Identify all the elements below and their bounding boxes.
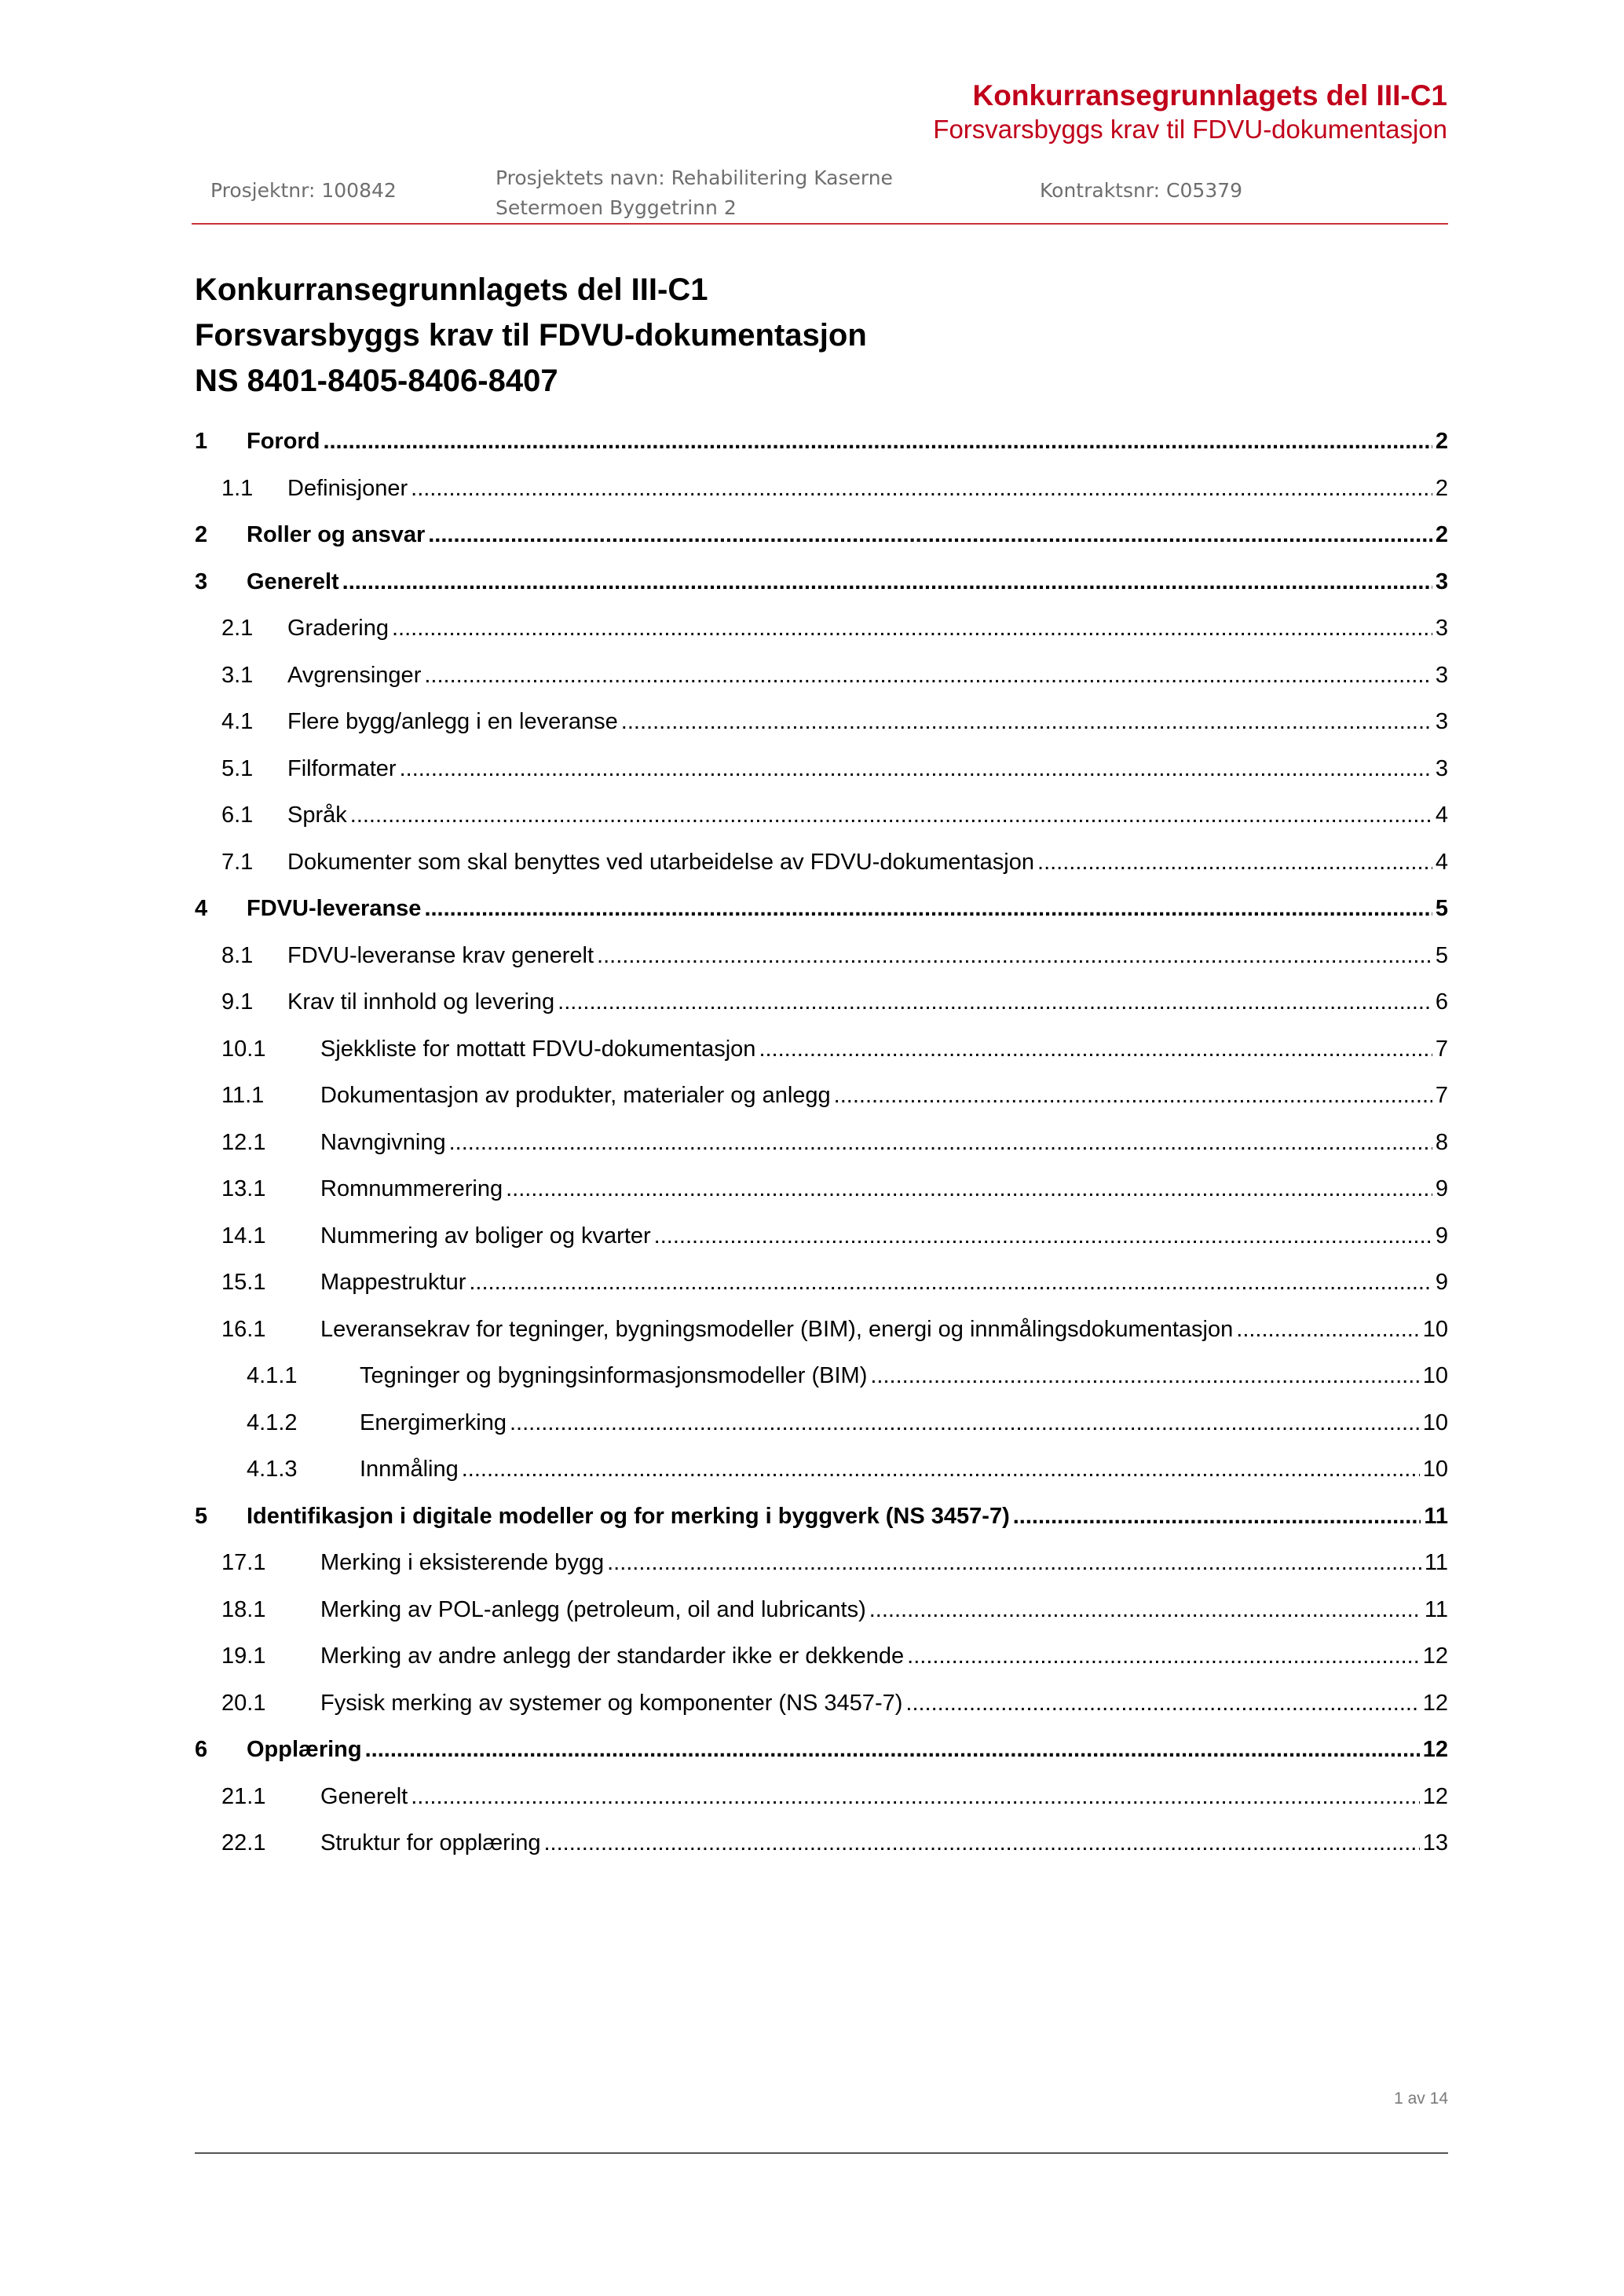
toc-entry[interactable] [195,1446,1448,1493]
header-title-line1: Konkurransegrunnlagets del III-C1 [972,79,1447,112]
toc-number: 4.1.2 [247,1409,298,1435]
toc-title: Sjekkliste for mottatt FDVU-dokumentasjon [320,1036,756,1062]
toc-leader [597,943,1432,969]
toc-number: 3 [195,569,208,594]
toc-title: Roller og ansvar [247,522,426,548]
toc-page-number: 3 [1435,755,1448,781]
toc-title: Krav til innhold og levering [287,989,555,1015]
toc-entry[interactable] [195,839,1448,887]
toc-page-number: 13 [1422,1830,1448,1856]
toc-number: 10.1 [221,1036,266,1062]
toc-entry[interactable] [195,1540,1448,1587]
toc-leader [424,663,1432,689]
contract-number: Kontraktsnr: C05379 [1040,179,1243,202]
toc-entry[interactable] [195,512,1448,559]
toc-leader [870,1363,1419,1389]
toc-page-number: 9 [1435,1270,1448,1296]
project-number: Prosjektnr: 100842 [210,179,397,202]
toc-title: Avgrensinger [287,662,422,688]
toc-leader [1037,850,1432,876]
page-number: 1 av 14 [1394,2089,1448,2108]
toc-number: 5 [195,1503,208,1529]
toc-title: Nummering av boliger og kvarter [320,1223,651,1249]
toc-leader [365,1737,1420,1763]
toc-entry[interactable] [195,1213,1448,1260]
toc-title: Flere bygg/anlegg i en leveranse [287,709,618,735]
toc-entry[interactable] [195,1774,1448,1821]
toc-entry[interactable] [195,1353,1448,1400]
toc-title: FDVU-leveranse [247,896,422,922]
toc-leader [350,803,1432,828]
toc-entry[interactable] [195,1587,1448,1634]
toc-title: Merking i eksisterende bygg [320,1550,605,1576]
toc-title: Generelt [247,569,339,594]
toc-number: 9.1 [221,989,254,1015]
toc-leader [411,1784,1420,1810]
toc-title: Mappestruktur [320,1270,466,1296]
toc-page-number: 3 [1435,709,1448,735]
running-header [933,79,1447,146]
document-title-line2: Forsvarsbyggs krav til FDVU-dokumentasjon [195,318,867,353]
toc-leader [428,522,1432,548]
toc-number: 1 [195,429,208,455]
toc-page-number: 12 [1422,1783,1448,1809]
toc-leader [424,896,1432,922]
toc-leader [558,989,1432,1015]
toc-leader [905,1691,1419,1717]
footer-divider [195,2152,1448,2154]
toc-leader [323,429,1432,455]
toc-number: 17.1 [221,1550,266,1576]
toc-page-number: 5 [1435,942,1448,968]
toc-entry[interactable] [195,466,1448,513]
toc-entry[interactable] [195,1493,1448,1541]
toc-number: 2.1 [221,616,254,642]
toc-number: 4.1 [221,709,254,735]
toc-title: Merking av POL-anlegg (petroleum, oil and lubricants) [320,1596,866,1622]
document-title [195,267,867,404]
toc-title: Struktur for opplæring [320,1830,541,1856]
toc-title: Definisjoner [287,475,408,501]
header-title-line2: Forsvarsbyggs krav til FDVU-dokumentasjon [933,115,1447,144]
toc-page-number: 8 [1435,1129,1448,1155]
toc-number: 6.1 [221,803,254,828]
project-name [496,163,935,223]
toc-entry[interactable] [195,886,1448,933]
document-title-line3: NS 8401-8405-8406-8407 [195,364,558,398]
toc-title: FDVU-leveranse krav generelt [287,942,594,968]
toc-page-number: 4 [1435,849,1448,875]
toc-leader [1013,1504,1421,1530]
toc-leader [506,1176,1432,1202]
toc-leader [543,1830,1419,1856]
toc-title: Tegninger og bygningsinformasjonsmodeller (BIM) [360,1363,868,1389]
toc-page-number: 9 [1435,1223,1448,1249]
table-of-contents [195,419,1448,1867]
toc-page-number: 3 [1435,569,1448,594]
toc-title: Leveransekrav for tegninger, bygningsmodeller (BIM), energi og innmålingsdokumentasjon [320,1316,1234,1342]
toc-title: Innmåling [360,1457,459,1483]
toc-leader [411,476,1432,502]
toc-number: 3.1 [221,662,254,688]
toc-page-number: 11 [1424,1550,1448,1576]
project-name-line1: Prosjektets navn: Rehabilitering Kaserne [496,166,893,189]
toc-title: Forord [247,429,320,455]
toc-number: 21.1 [221,1783,266,1809]
toc-entry[interactable] [195,653,1448,700]
toc-leader [392,616,1432,642]
toc-title: Filformater [287,755,397,781]
toc-title: Identifikasjon i digitale modeller og for merking i byggverk (NS 3457-7) [247,1503,1010,1529]
toc-page-number: 6 [1435,989,1448,1015]
toc-number: 15.1 [221,1270,266,1296]
toc-number: 4 [195,896,208,922]
toc-leader [510,1410,1420,1436]
toc-title: Språk [287,803,347,828]
toc-page-number: 3 [1435,662,1448,688]
toc-number: 1.1 [221,475,254,501]
toc-leader [1236,1317,1419,1343]
toc-leader [869,1597,1421,1623]
toc-page-number: 12 [1422,1643,1448,1669]
toc-number: 2 [195,522,208,548]
toc-number: 11.1 [221,1083,265,1109]
toc-page-number: 5 [1435,896,1448,922]
toc-number: 16.1 [221,1316,266,1342]
toc-page-number: 9 [1435,1176,1448,1202]
toc-page-number: 4 [1435,803,1448,828]
toc-leader [607,1550,1421,1576]
toc-number: 5.1 [221,755,254,781]
toc-entry[interactable] [195,1400,1448,1447]
toc-entry[interactable] [195,1166,1448,1213]
toc-leader [462,1457,1420,1483]
toc-entry[interactable] [195,746,1448,793]
toc-number: 18.1 [221,1596,266,1622]
toc-entry[interactable] [195,1633,1448,1680]
toc-entry[interactable] [195,1260,1448,1307]
toc-entry[interactable] [195,559,1448,606]
toc-entry[interactable] [195,1727,1448,1774]
toc-page-number: 10 [1422,1409,1448,1435]
document-title-line1: Konkurransegrunnlagets del III-C1 [195,272,708,307]
toc-leader [759,1036,1432,1062]
toc-number: 22.1 [221,1830,266,1856]
toc-title: Gradering [287,616,389,642]
toc-number: 8.1 [221,942,254,968]
toc-page-number: 2 [1435,522,1448,548]
toc-leader [654,1223,1432,1249]
toc-entry[interactable] [195,979,1448,1026]
toc-entry[interactable] [195,699,1448,746]
toc-page-number: 7 [1435,1036,1448,1062]
toc-leader [400,756,1432,782]
toc-leader [469,1270,1432,1296]
toc-title: Romnummerering [320,1176,503,1202]
toc-page-number: 10 [1422,1363,1448,1389]
toc-title: Dokumentasjon av produkter, materialer og anlegg [320,1083,831,1109]
toc-number: 20.1 [221,1690,266,1716]
toc-page-number: 12 [1422,1690,1448,1716]
toc-entry[interactable] [195,605,1448,653]
toc-number: 14.1 [221,1223,266,1249]
toc-page-number: 7 [1435,1083,1448,1109]
toc-entry[interactable] [195,1307,1448,1354]
toc-title: Energimerking [360,1409,507,1435]
toc-number: 4.1.3 [247,1457,298,1483]
toc-number: 19.1 [221,1643,266,1669]
toc-number: 12.1 [221,1129,266,1155]
toc-title: Generelt [320,1783,408,1809]
toc-page-number: 10 [1422,1316,1448,1342]
toc-page-number: 11 [1424,1596,1448,1622]
toc-number: 7.1 [221,849,254,875]
toc-entry[interactable] [195,792,1448,839]
toc-entry[interactable] [195,1026,1448,1073]
toc-page-number: 11 [1424,1503,1448,1529]
toc-leader [907,1643,1420,1669]
toc-title: Navngivning [320,1129,446,1155]
toc-title: Opplæring [247,1737,362,1763]
toc-leader [342,569,1432,595]
toc-number: 6 [195,1737,208,1763]
toc-number: 4.1.1 [247,1363,298,1389]
toc-title: Dokumenter som skal benyttes ved utarbeidelse av FDVU-dokumentasjon [287,849,1035,875]
toc-entry[interactable] [195,1680,1448,1727]
toc-entry[interactable] [195,419,1448,466]
toc-title: Fysisk merking av systemer og komponenter (NS 3457-7) [320,1690,903,1716]
project-info-bar [192,162,1448,225]
toc-entry[interactable] [195,1120,1448,1167]
toc-page-number: 2 [1435,429,1448,455]
toc-leader [834,1083,1432,1109]
toc-leader [449,1130,1432,1156]
toc-leader [621,709,1432,735]
toc-page-number: 12 [1422,1737,1448,1763]
toc-number: 13.1 [221,1176,266,1202]
project-name-line2: Setermoen Byggetrinn 2 [496,196,737,219]
toc-entry[interactable] [195,1073,1448,1120]
toc-page-number: 2 [1435,475,1448,501]
toc-page-number: 10 [1422,1457,1448,1483]
toc-page-number: 3 [1435,616,1448,642]
toc-entry[interactable] [195,1820,1448,1867]
toc-title: Merking av andre anlegg der standarder ikke er dekkende [320,1643,905,1669]
toc-entry[interactable] [195,933,1448,980]
